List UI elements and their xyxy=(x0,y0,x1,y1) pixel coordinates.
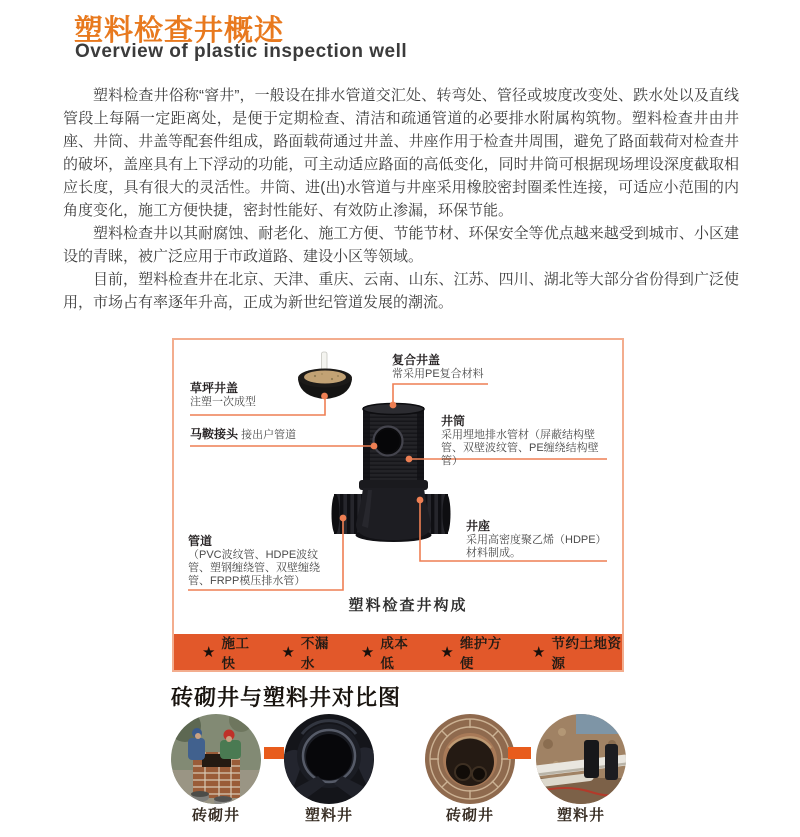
callout-shaft-desc: 采用埋地排水管材（屏蔽结构壁管、双壁波纹管、PE缠绕结构壁管） xyxy=(441,429,599,467)
plastic-well-photo-1 xyxy=(284,714,374,804)
callout-composite-cover xyxy=(392,353,484,381)
callout-composite-cover-desc: 常采用PE复合材料 xyxy=(392,368,484,380)
star-icon: ★ xyxy=(440,643,454,661)
comparison-label: 塑料井 xyxy=(556,807,605,824)
comparison-dash xyxy=(508,747,531,759)
paragraph-3: 目前，塑料检查井在北京、天津、重庆、云南、山东、江苏、四川、湖北等大部分省份得到广泛使用，市场占有率逐年升高，正成为新世纪管道发展的潮流。 xyxy=(63,271,739,311)
plastic-well-photo-2 xyxy=(536,714,626,804)
inspection-well-diagram xyxy=(172,338,624,672)
callout-saddle xyxy=(190,427,296,442)
star-icon: ★ xyxy=(281,643,295,661)
callout-grass-cover-title: 草坪井盖 xyxy=(190,381,239,395)
grass-cover-photo xyxy=(298,352,352,399)
callout-grass-cover-desc: 注塑一次成型 xyxy=(190,396,256,408)
diagram-caption: 塑料检查井构成 xyxy=(348,597,468,614)
feature-item xyxy=(361,632,414,672)
callout-shaft xyxy=(441,414,611,468)
callout-pipe xyxy=(188,534,340,588)
paragraph-1: 塑料检查井俗称“窨井”，一般设在排水管道交汇处、转弯处、管径或坡度改变处、跌水处以及直线管段上每隔一定距离处，是便于定期检查、清洁和疏通管道的必要排水附属构筑物。塑料检查井由井座、井筒、井盖等配套件组成，路面载荷通过井盖、井座作用于检查井周围，避免了路面载荷对检查井的破坏，盖座具有上下浮动的功能，可主动适应路面的高低变化，同时井筒可根据现场埋设深度截取相应长度，具有很大的灵活性。井筒、进(出)水管道与井座采用橡胶密封圈柔性连接，可适应小范围的内角度变化，施工方便快捷，密封性能好、有效防止渗漏，环保节能。 xyxy=(63,87,739,219)
page-subtitle: Overview of plastic inspection well xyxy=(75,41,408,62)
callout-pipe-desc: （PVC波纹管、HDPE波纹管、塑钢缠绕管、双壁缠绕管、FRPP模压排水管） xyxy=(188,549,320,587)
callout-composite-cover-title: 复合井盖 xyxy=(392,353,441,367)
comparison-label: 砖砌井 xyxy=(191,807,240,824)
comparison-title: 砖砌井与塑料井对比图 xyxy=(171,685,402,710)
page-title: 塑料检查井概述 xyxy=(74,15,285,47)
callout-base-desc: 采用高密度聚乙烯（HDPE）材料制成。 xyxy=(466,534,602,559)
star-icon: ★ xyxy=(360,643,375,661)
features-banner xyxy=(174,634,622,670)
comparison-dash xyxy=(264,747,284,759)
feature-item xyxy=(440,632,506,672)
feature-label: 维护方便 xyxy=(459,636,502,671)
callout-base-title: 井座 xyxy=(466,519,491,533)
well-base-photo xyxy=(332,488,451,542)
comparison-label: 砖砌井 xyxy=(445,807,494,824)
feature-item xyxy=(281,632,334,672)
body-text xyxy=(63,84,739,314)
comparison-label: 塑料井 xyxy=(304,807,353,824)
brick-well-photo-1 xyxy=(171,714,261,804)
feature-label: 施工快 xyxy=(221,636,250,671)
feature-label: 不漏水 xyxy=(300,636,329,671)
star-icon: ★ xyxy=(532,643,546,661)
feature-label: 节约土地资源 xyxy=(551,636,622,671)
brick-well-photo-2 xyxy=(425,714,515,804)
feature-item xyxy=(202,632,255,672)
star-icon: ★ xyxy=(202,643,216,661)
callout-saddle-desc: 接出户管道 xyxy=(241,429,297,441)
callout-base xyxy=(466,519,604,560)
callout-shaft-title: 井筒 xyxy=(441,414,466,428)
callout-saddle-title: 马鞍接头 xyxy=(190,427,239,441)
callout-pipe-title: 管道 xyxy=(188,534,213,548)
paragraph-2: 塑料检查井以其耐腐蚀、耐老化、施工方便、节能节材、环保安全等优点越来越受到城市、小区建设的青睐，被广泛应用于市政道路、建设小区等领域。 xyxy=(63,225,739,265)
callout-grass-cover xyxy=(190,381,256,409)
feature-label: 成本低 xyxy=(380,636,409,671)
feature-item xyxy=(532,632,622,672)
